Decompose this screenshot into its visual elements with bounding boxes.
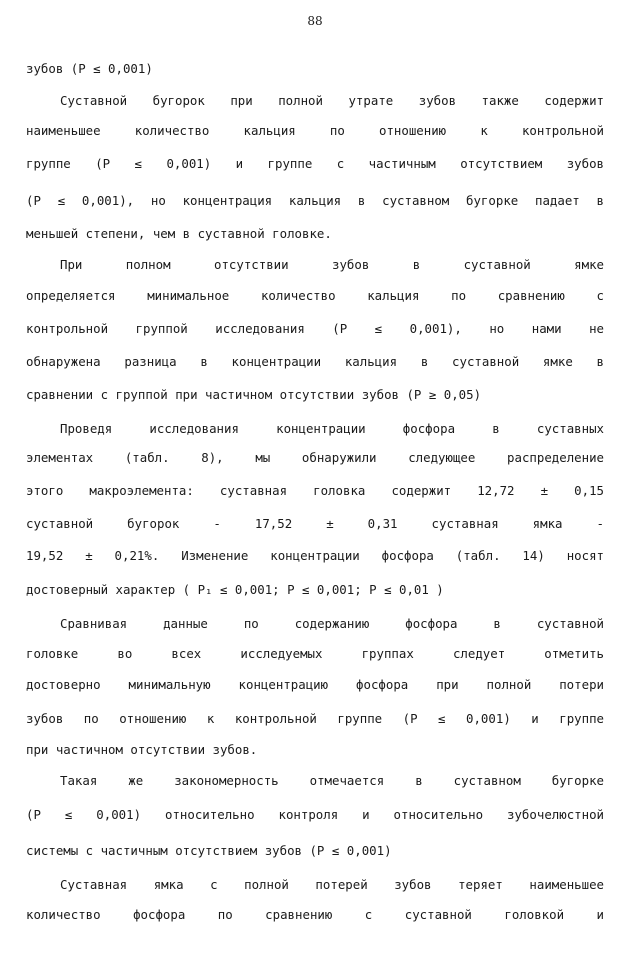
text-line-27: количество фосфора по сравнению с суставной головкой и <box>26 907 604 922</box>
page-number: 88 <box>307 14 323 28</box>
text-line-23: Такая же закономерность отмечается в суставном бугорке <box>60 773 604 788</box>
text-line-22: при частичном отсутствии зубов. <box>26 742 258 757</box>
text-line-12: Проведя исследования концентрации фосфора в суставных <box>60 421 604 436</box>
text-line-26: Суставная ямка с полной потерей зубов теряет наименьшее <box>60 877 604 892</box>
text-line-6: меньшей степени, чем в суставной головке. <box>26 226 332 241</box>
text-line-7: При полном отсутствии зубов в суставной ямке <box>60 257 604 272</box>
text-line-16: 19,52 ± 0,21%. Изменение концентрации фосфора (табл. 14) носят <box>26 548 604 563</box>
text-line-5: (P ≤ 0,001), но концентрация кальция в суставном бугорке падает в <box>26 193 604 208</box>
text-line-1: зубов (P ≤ 0,001) <box>26 61 153 76</box>
text-line-18: Сравнивая данные по содержанию фосфора в суставной <box>60 616 604 631</box>
text-line-10: обнаружена разница в концентрации кальция в суставной ямке в <box>26 354 604 369</box>
text-line-13: элементах (табл. 8), мы обнаружили следующее распределение <box>26 450 604 465</box>
text-line-11: сравнении с группой при частичном отсутствии зубов (P ≥ 0,05) <box>26 387 482 402</box>
text-line-25: системы с частичным отсутствием зубов (P ≤ 0,001) <box>26 843 392 858</box>
text-line-4: группе (P ≤ 0,001) и группе с частичным отсутствием зубов <box>26 156 604 171</box>
text-line-8: определяется минимальное количество кальция по сравнению с <box>26 288 604 303</box>
text-line-15: суставной бугорок - 17,52 ± 0,31 суставная ямка - <box>26 516 604 531</box>
text-line-9: контрольной группой исследования (P ≤ 0,001), но нами не <box>26 321 604 336</box>
text-line-19: головке во всех исследуемых группах следует отметить <box>26 646 604 661</box>
text-line-17: достоверный характер ( P₁ ≤ 0,001; P ≤ 0,001; P ≤ 0,01 ) <box>26 582 444 597</box>
text-line-14: этого макроэлемента: суставная головка содержит 12,72 ± 0,15 <box>26 483 604 498</box>
text-line-20: достоверно минимальную концентрацию фосфора при полной потери <box>26 677 604 692</box>
text-line-24: (P ≤ 0,001) относительно контроля и относительно зубочелюстной <box>26 807 604 822</box>
text-line-2: Суставной бугорок при полной утрате зубов также содержит <box>60 93 604 108</box>
text-line-3: наименьшее количество кальция по отношению к контрольной <box>26 123 604 138</box>
text-line-21: зубов по отношению к контрольной группе (P ≤ 0,001) и группе <box>26 711 604 726</box>
